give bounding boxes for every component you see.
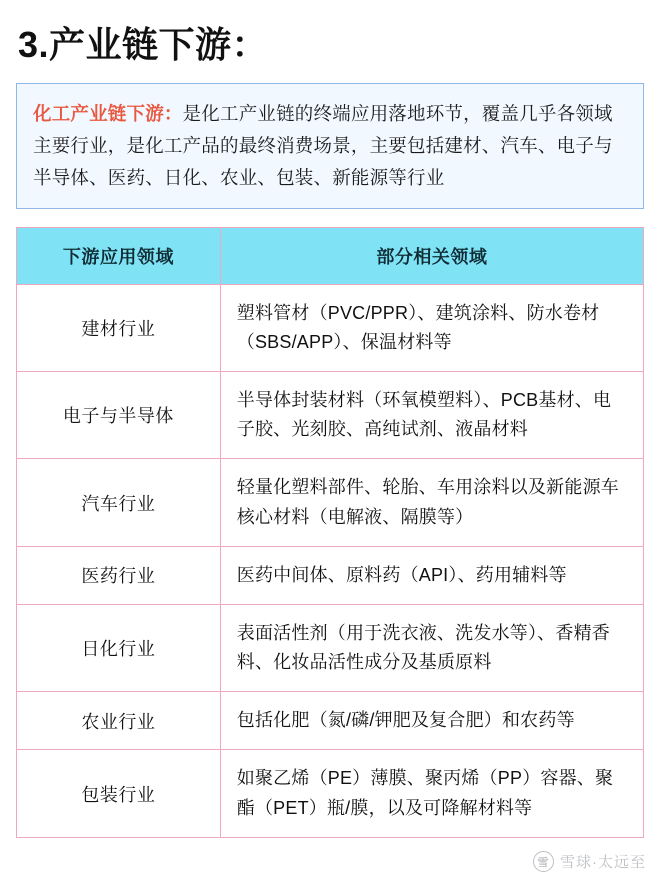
row-domain: 农业行业: [17, 692, 221, 750]
table-row: [17, 372, 644, 459]
row-domain: 电子与半导体: [17, 372, 221, 459]
table-header-detail: 部分相关领域: [220, 227, 643, 284]
row-domain: 包装行业: [17, 750, 221, 837]
table-row: [17, 692, 644, 750]
row-domain: 日化行业: [17, 604, 221, 691]
watermark-text: 雪球·太远至: [560, 854, 646, 871]
table-row: [17, 459, 644, 546]
watermark-logo-icon: 雪: [533, 851, 554, 872]
row-detail: 轻量化塑料部件、轮胎、车用涂料以及新能源车核心材料（电解液、隔膜等）: [220, 459, 643, 546]
table-header-domain: 下游应用领域: [17, 227, 221, 284]
page-title: 3.产业链下游：: [18, 24, 269, 65]
row-domain: 汽车行业: [17, 459, 221, 546]
row-detail: 塑料管材（PVC/PPR）、建筑涂料、防水卷材（SBS/APP）、保温材料等: [220, 284, 643, 371]
table-header-row: [17, 227, 644, 284]
table-row: [17, 546, 644, 604]
table-row: [17, 750, 644, 837]
callout-text: 是化工产业链的终端应用落地环节，覆盖几乎各领域主要行业，是化工产品的最终消费场景，主要包括建材、汽车、电子与半导体、医药、日化、农业、包装、新能源等行业: [33, 103, 613, 189]
row-detail: 表面活性剂（用于洗衣液、洗发水等）、香精香料、化妆品活性成分及基质原料: [220, 604, 643, 691]
row-detail: 医药中间体、原料药（API）、药用辅料等: [220, 546, 643, 604]
table-row: [17, 284, 644, 371]
definition-callout: [16, 83, 644, 208]
callout-term: 化工产业链下游：: [33, 103, 183, 125]
row-detail: 半导体封装材料（环氧模塑料）、PCB基材、电子胶、光刻胶、高纯试剂、液晶材料: [220, 372, 643, 459]
row-domain: 建材行业: [17, 284, 221, 371]
row-detail: 包括化肥（氮/磷/钾肥及复合肥）和农药等: [220, 692, 643, 750]
downstream-table: [16, 227, 644, 838]
table-row: [17, 604, 644, 691]
watermark: [533, 851, 646, 872]
row-domain: 医药行业: [17, 546, 221, 604]
row-detail: 如聚乙烯（PE）薄膜、聚丙烯（PP）容器、聚酯（PET）瓶/膜，以及可降解材料等: [220, 750, 643, 837]
